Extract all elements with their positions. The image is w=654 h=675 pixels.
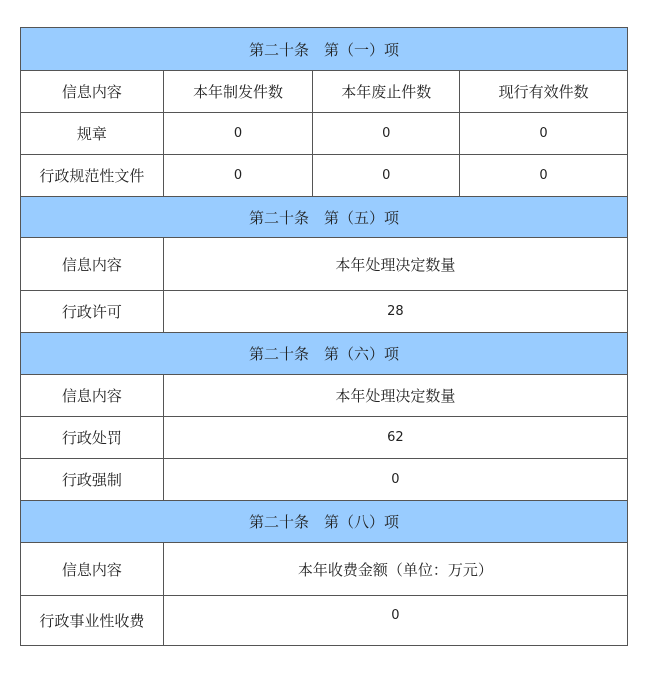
table-row <box>21 417 628 459</box>
cell-issued: 0 <box>163 113 313 155</box>
col-header-info: 信息内容 <box>21 71 164 113</box>
row-label: 规章 <box>21 113 164 155</box>
col-header-count: 本年处理决定数量 <box>163 375 627 417</box>
row-label: 行政处罚 <box>21 417 164 459</box>
cell-count: 28 <box>163 291 627 333</box>
column-header-row <box>21 543 628 596</box>
col-header-count: 本年处理决定数量 <box>163 238 627 291</box>
table-row <box>21 459 628 501</box>
disclosure-table <box>20 27 628 646</box>
cell-count: 62 <box>163 417 627 459</box>
column-header-row <box>21 238 628 291</box>
section-title: 第二十条 第（八）项 <box>21 501 628 543</box>
cell-valid: 0 <box>460 113 628 155</box>
col-header-amount: 本年收费金额（单位：万元） <box>163 543 627 596</box>
col-header-info: 信息内容 <box>21 238 164 291</box>
col-header-issued: 本年制发件数 <box>163 71 313 113</box>
section-title: 第二十条 第（一）项 <box>21 28 628 71</box>
column-header-row <box>21 71 628 113</box>
section-header-row <box>21 197 628 238</box>
cell-count: 0 <box>163 459 627 501</box>
section-title: 第二十条 第（六）项 <box>21 333 628 375</box>
cell-amount: 0 <box>163 596 627 646</box>
row-label: 行政规范性文件 <box>21 155 164 197</box>
table-row <box>21 596 628 646</box>
table-row <box>21 291 628 333</box>
cell-abolished: 0 <box>313 155 460 197</box>
cell-issued: 0 <box>163 155 313 197</box>
column-header-row <box>21 375 628 417</box>
section-header-row <box>21 28 628 71</box>
cell-valid: 0 <box>460 155 628 197</box>
section-header-row <box>21 501 628 543</box>
row-label: 行政许可 <box>21 291 164 333</box>
table-row <box>21 155 628 197</box>
col-header-info: 信息内容 <box>21 375 164 417</box>
col-header-abolished: 本年废止件数 <box>313 71 460 113</box>
section-header-row <box>21 333 628 375</box>
section-title: 第二十条 第（五）项 <box>21 197 628 238</box>
col-header-valid: 现行有效件数 <box>460 71 628 113</box>
cell-abolished: 0 <box>313 113 460 155</box>
row-label: 行政事业性收费 <box>21 596 164 646</box>
col-header-info: 信息内容 <box>21 543 164 596</box>
row-label: 行政强制 <box>21 459 164 501</box>
table-row <box>21 113 628 155</box>
